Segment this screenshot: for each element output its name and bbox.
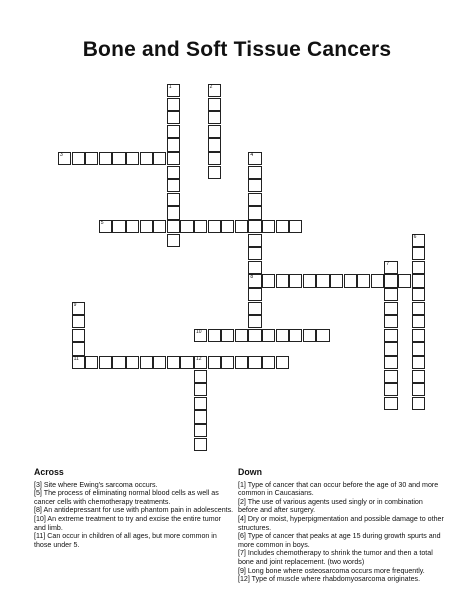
grid-cell[interactable] — [262, 329, 275, 342]
grid-cell[interactable] — [248, 179, 261, 192]
grid-cell[interactable] — [194, 370, 207, 383]
grid-cell[interactable] — [248, 247, 261, 260]
clue-text: Dry or moist, hyperpigmentation and possible damage to other structures. — [238, 514, 444, 532]
clue-number: 12 — [196, 356, 202, 362]
grid-cell[interactable] — [58, 152, 71, 165]
down-heading: Down — [238, 467, 262, 477]
grid-cell[interactable] — [412, 342, 425, 355]
grid-cell[interactable] — [167, 125, 180, 138]
grid-cell[interactable] — [167, 356, 180, 369]
down-clues — [238, 468, 444, 584]
clue-index: [2] — [238, 497, 246, 506]
grid-cell[interactable] — [221, 329, 234, 342]
grid-cell[interactable] — [303, 274, 316, 287]
grid-cell[interactable] — [248, 288, 261, 301]
grid-cell[interactable] — [208, 220, 221, 233]
down-clue — [238, 481, 444, 498]
grid-cell[interactable] — [208, 166, 221, 179]
grid-cell[interactable] — [194, 424, 207, 437]
grid-cell[interactable] — [208, 111, 221, 124]
grid-cell[interactable] — [99, 152, 112, 165]
clue-text: Type of cancer that peaks at age 15 during growth spurts and more common in boys. — [238, 532, 441, 549]
across-clue — [34, 515, 234, 532]
puzzle-title: Bone and Soft Tissue Cancers — [82, 38, 392, 61]
grid-cell[interactable] — [153, 220, 166, 233]
grid-cell[interactable] — [167, 138, 180, 151]
grid-cell[interactable] — [194, 356, 207, 369]
grid-cell[interactable] — [153, 356, 166, 369]
grid-cell[interactable] — [276, 329, 289, 342]
grid-cell[interactable] — [208, 125, 221, 138]
grid-cell[interactable] — [167, 193, 180, 206]
grid-cell[interactable] — [235, 220, 248, 233]
grid-cell[interactable] — [126, 220, 139, 233]
across-clue — [34, 532, 234, 549]
grid-cell[interactable] — [412, 288, 425, 301]
grid-cell[interactable] — [235, 356, 248, 369]
grid-cell[interactable] — [140, 356, 153, 369]
grid-cell[interactable] — [72, 152, 85, 165]
grid-cell[interactable] — [412, 397, 425, 410]
grid-cell[interactable] — [99, 220, 112, 233]
grid-cell[interactable] — [248, 274, 261, 287]
grid-cell[interactable] — [248, 329, 261, 342]
clue-number: 5 — [100, 220, 104, 226]
grid-cell[interactable] — [289, 329, 302, 342]
grid-cell[interactable] — [316, 329, 329, 342]
clue-number: 8 — [250, 274, 254, 281]
grid-cell[interactable] — [194, 438, 207, 451]
grid-cell[interactable] — [140, 152, 153, 165]
across-clue — [34, 489, 234, 506]
grid-cell[interactable] — [412, 370, 425, 383]
grid-cell[interactable] — [167, 111, 180, 124]
grid-cell[interactable] — [72, 342, 85, 355]
grid-cell[interactable] — [262, 274, 275, 287]
grid-cell[interactable] — [208, 329, 221, 342]
grid-cell[interactable] — [289, 274, 302, 287]
grid-cell[interactable] — [248, 166, 261, 179]
grid-cell[interactable] — [126, 356, 139, 369]
clue-index: [10] — [34, 514, 46, 523]
grid-cell[interactable] — [194, 220, 207, 233]
grid-cell[interactable] — [112, 152, 125, 165]
clue-number: 11 — [73, 356, 79, 362]
across-heading: Across — [34, 467, 64, 477]
grid-cell[interactable] — [167, 166, 180, 179]
grid-cell[interactable] — [248, 193, 261, 206]
clue-index: [6] — [238, 532, 246, 541]
clue-text: Includes chemotherapy to shrink the tumor and then a total bone and joint replacement. (two words) — [238, 549, 433, 566]
grid-cell[interactable] — [248, 234, 261, 247]
down-clue — [238, 532, 444, 549]
grid-cell[interactable] — [248, 206, 261, 219]
grid-cell[interactable] — [276, 274, 289, 287]
grid-cell[interactable] — [194, 397, 207, 410]
grid-cell[interactable] — [384, 261, 397, 274]
grid-cell[interactable] — [276, 220, 289, 233]
clue-number: 10 — [196, 328, 202, 335]
grid-cell[interactable] — [384, 342, 397, 355]
grid-cell[interactable] — [384, 315, 397, 328]
across-clue-list — [34, 481, 234, 550]
grid-cell[interactable] — [344, 274, 357, 287]
down-clue — [238, 567, 444, 576]
grid-cell[interactable] — [221, 356, 234, 369]
clue-number: 2 — [209, 84, 213, 90]
clue-number: 7 — [386, 260, 390, 267]
down-clue — [238, 498, 444, 515]
clue-index: [9] — [238, 566, 246, 575]
grid-cell[interactable] — [208, 84, 221, 97]
clue-index: [8] — [34, 506, 42, 515]
grid-cell[interactable] — [153, 152, 166, 165]
clue-number: 1 — [168, 84, 172, 90]
grid-cell[interactable] — [167, 179, 180, 192]
grid-cell[interactable] — [289, 220, 302, 233]
clue-text: The use of various agents used singly or in combination before and after surgery. — [238, 497, 423, 515]
grid-cell[interactable] — [384, 302, 397, 315]
grid-cell[interactable] — [412, 302, 425, 315]
clue-number: 9 — [73, 301, 77, 308]
grid-cell[interactable] — [384, 356, 397, 369]
clue-text: An antidepressant for use with phantom pain in adolescents. — [41, 506, 234, 515]
grid-cell[interactable] — [112, 220, 125, 233]
grid-cell[interactable] — [235, 329, 248, 342]
clue-text: Type of muscle where rhabdomyosarcoma originates. — [249, 575, 421, 584]
grid-cell[interactable] — [126, 152, 139, 165]
grid-cell[interactable] — [194, 383, 207, 396]
grid-cell[interactable] — [180, 356, 193, 369]
grid-cell[interactable] — [248, 302, 261, 315]
grid-cell[interactable] — [208, 138, 221, 151]
grid-cell[interactable] — [412, 247, 425, 260]
grid-cell[interactable] — [167, 206, 180, 219]
clue-index: [5] — [34, 489, 42, 498]
grid-cell[interactable] — [303, 329, 316, 342]
grid-cell[interactable] — [330, 274, 343, 287]
grid-cell[interactable] — [384, 274, 397, 287]
clue-number: 3 — [60, 152, 63, 158]
grid-cell[interactable] — [412, 329, 425, 342]
clue-index: [7] — [238, 549, 246, 558]
grid-cell[interactable] — [316, 274, 329, 287]
grid-cell[interactable] — [262, 356, 275, 369]
grid-cell[interactable] — [167, 84, 180, 97]
grid-cell[interactable] — [72, 329, 85, 342]
down-clue — [238, 549, 444, 566]
grid-cell[interactable] — [384, 397, 397, 410]
grid-cell[interactable] — [371, 274, 384, 287]
across-clues — [34, 468, 234, 549]
grid-cell[interactable] — [398, 274, 411, 287]
grid-cell[interactable] — [194, 329, 207, 342]
clue-number: 6 — [413, 233, 417, 240]
down-clue — [238, 515, 444, 532]
grid-cell[interactable] — [167, 234, 180, 247]
grid-cell[interactable] — [99, 356, 112, 369]
grid-cell[interactable] — [412, 274, 425, 287]
grid-cell[interactable] — [412, 234, 425, 247]
grid-cell[interactable] — [248, 152, 261, 165]
grid-cell[interactable] — [276, 356, 289, 369]
grid-cell[interactable] — [167, 152, 180, 165]
grid-cell[interactable] — [194, 410, 207, 423]
grid-cell[interactable] — [72, 315, 85, 328]
clue-text: An extreme treatment to try and excise the entire tumor and limb. — [34, 514, 221, 532]
grid-cell[interactable] — [112, 356, 125, 369]
grid-cell[interactable] — [412, 315, 425, 328]
grid-cell[interactable] — [208, 356, 221, 369]
clue-index: [1] — [238, 480, 246, 489]
clue-text: Site where Ewing's sarcoma occurs. — [41, 480, 158, 489]
grid-cell[interactable] — [248, 315, 261, 328]
across-clue — [34, 481, 234, 490]
clue-index: [12] — [238, 575, 250, 584]
grid-cell[interactable] — [72, 302, 85, 315]
grid-cell[interactable] — [248, 220, 261, 233]
down-clue — [238, 575, 444, 584]
grid-cell[interactable] — [180, 220, 193, 233]
grid-cell[interactable] — [167, 220, 180, 233]
grid-cell[interactable] — [384, 383, 397, 396]
grid-cell[interactable] — [248, 261, 261, 274]
grid-cell[interactable] — [72, 356, 85, 369]
grid-cell[interactable] — [85, 152, 98, 165]
across-clue — [34, 506, 234, 515]
grid-cell[interactable] — [412, 356, 425, 369]
grid-cell[interactable] — [221, 220, 234, 233]
grid-cell[interactable] — [85, 356, 98, 369]
grid-cell[interactable] — [357, 274, 370, 287]
down-clue-list — [238, 481, 444, 584]
clue-text: Type of cancer that can occur before the age of 30 and more common in Caucasians. — [238, 480, 439, 498]
clue-index: [3] — [34, 480, 42, 489]
clue-text: Long bone where osteosarcoma occurs more frequently. — [245, 566, 425, 575]
clue-text: The process of eliminating normal blood cells as well as cancer cells with chemotherapy treatments. — [34, 489, 219, 506]
grid-cell[interactable] — [208, 152, 221, 165]
grid-cell[interactable] — [384, 370, 397, 383]
grid-cell[interactable] — [412, 261, 425, 274]
grid-cell[interactable] — [384, 288, 397, 301]
grid-cell[interactable] — [248, 356, 261, 369]
grid-cell[interactable] — [167, 98, 180, 111]
clue-number: 4 — [250, 152, 254, 158]
grid-cell[interactable] — [208, 98, 221, 111]
clue-index: [4] — [238, 514, 246, 523]
clue-index: [11] — [34, 532, 46, 541]
grid-cell[interactable] — [140, 220, 153, 233]
clue-text: Can occur in children of all ages, but more common in those under 5. — [34, 532, 217, 549]
grid-cell[interactable] — [412, 383, 425, 396]
grid-cell[interactable] — [384, 329, 397, 342]
grid-cell[interactable] — [262, 220, 275, 233]
